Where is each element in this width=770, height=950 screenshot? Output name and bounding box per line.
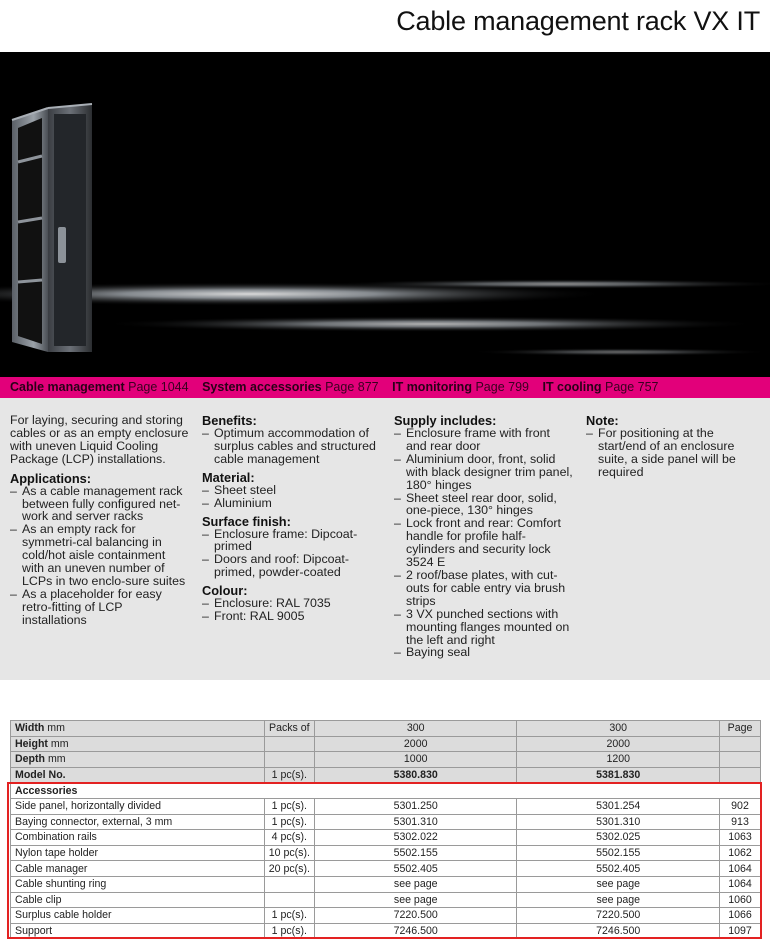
accessories-label: Accessories [15,784,78,797]
list-item: – As a placeholder for easy retro-fitting of LCP installations [10,588,190,627]
description-panel [0,398,770,680]
list-item: – Sheet steel rear door, solid, one-piece, 130° hinges [394,492,574,518]
list-item: – Enclosure frame with front and rear door [394,427,574,453]
model-label: Model No. [15,769,66,782]
colour-list [202,597,382,623]
column-intro [10,414,190,627]
list-item: – Doors and roof: Dipcoat-primed, powder-coated [202,553,382,579]
nav-link-it-monitoring[interactable]: IT monitoring Page 799 [392,380,529,394]
table-row: Model No. 1 pc(s). 5380.830 5381.830 [11,767,761,783]
list-item: – As an empty rack for symmetri-cal balancing in cold/hot aisle containment with an uneven number of LCPs in two enclo-sure suites [10,523,190,588]
list-item: – Optimum accommodation of surplus cables and structured cable management [202,427,382,466]
table-row: Cable manager 20 pc(s). 5502.405 5502.405 1064 [11,861,761,877]
supply-list [394,427,574,659]
surface-heading: Surface finish: [202,513,291,529]
table-row: Depth mm 1000 1200 [11,752,761,768]
page-title: Cable management rack VX IT [396,6,760,36]
product-image [0,52,770,377]
material-heading: Material: [202,469,255,485]
table-row: Nylon tape holder 10 pc(s). 5502.155 5502.155 1062 [11,845,761,861]
note-list [586,427,762,479]
list-item: – Enclosure frame: Dipcoat-primed [202,528,382,554]
list-item: – Front: RAL 9005 [202,610,382,623]
colour-heading: Colour: [202,583,248,599]
model-number: 5380.830 [393,769,438,782]
accessories-header-row [11,783,761,799]
supply-heading: Supply includes: [394,413,497,428]
height-label: Height [15,737,48,750]
benefits-heading: Benefits: [202,413,257,428]
list-item: – Enclosure: RAL 7035 [202,597,382,610]
spec-table [10,720,761,939]
benefits-list [202,427,382,466]
applications-list [10,485,190,627]
rack-illustration [0,52,770,377]
list-item: – As a cable management rack between fully configured net-work and server racks [10,485,190,524]
column-note [586,414,762,479]
intro-text: For laying, securing and storing cables or as an empty enclosure with uneven Liquid Cooling Package (LCP) installations. [10,413,189,466]
material-list [202,484,382,510]
list-item: – 2 roof/base plates, with cut-outs for cable entry via brush strips [394,569,574,608]
surface-list [202,528,382,580]
table-row: Cable shunting ring see page see page 1064 [11,876,761,892]
applications-heading: Applications: [10,470,92,486]
list-item: – Baying seal [394,646,574,659]
column-supply [394,414,574,659]
table-row: Cable clip see page see page 1060 [11,892,761,908]
list-item: – For positioning at the start/end of an enclosure suite, a side panel will be required [586,427,762,479]
nav-link-cable-management[interactable]: Cable management Page 1044 [10,380,189,394]
table-row: Width mm Packs of 300 300 Page [11,721,761,737]
table-row: Baying connector, external, 3 mm 1 pc(s). 5301.310 5301.310 913 [11,814,761,830]
table-row: Surplus cable holder 1 pc(s). 7220.500 7220.500 1066 [11,908,761,924]
nav-link-system-accessories[interactable]: System accessories Page 877 [202,380,379,394]
list-item: – 3 VX punched sections with mounting flanges mounted on the left and right [394,608,574,647]
table-row: Support 1 pc(s). 7246.500 7246.500 1097 [11,923,761,939]
column-benefits [202,414,382,623]
table-row: Side panel, horizontally divided 1 pc(s). 5301.250 5301.254 902 [11,798,761,814]
cross-reference-bar [0,377,770,398]
width-label: Width [15,722,45,735]
depth-label: Depth [15,753,46,766]
table-row: Height mm 2000 2000 [11,736,761,752]
list-item: – Lock front and rear: Comfort handle for profile half-cylinders and security lock 3524 E [394,517,574,569]
model-number: 5381.830 [596,769,641,782]
table-row: Combination rails 4 pc(s). 5302.022 5302.025 1063 [11,830,761,846]
nav-link-it-cooling[interactable]: IT cooling Page 757 [542,380,659,394]
list-item: – Sheet steel [202,484,382,497]
list-item: – Aluminium [202,497,382,510]
note-heading: Note: [586,413,619,428]
list-item: – Aluminium door, front, solid with black designer trim panel, 180° hinges [394,453,574,492]
